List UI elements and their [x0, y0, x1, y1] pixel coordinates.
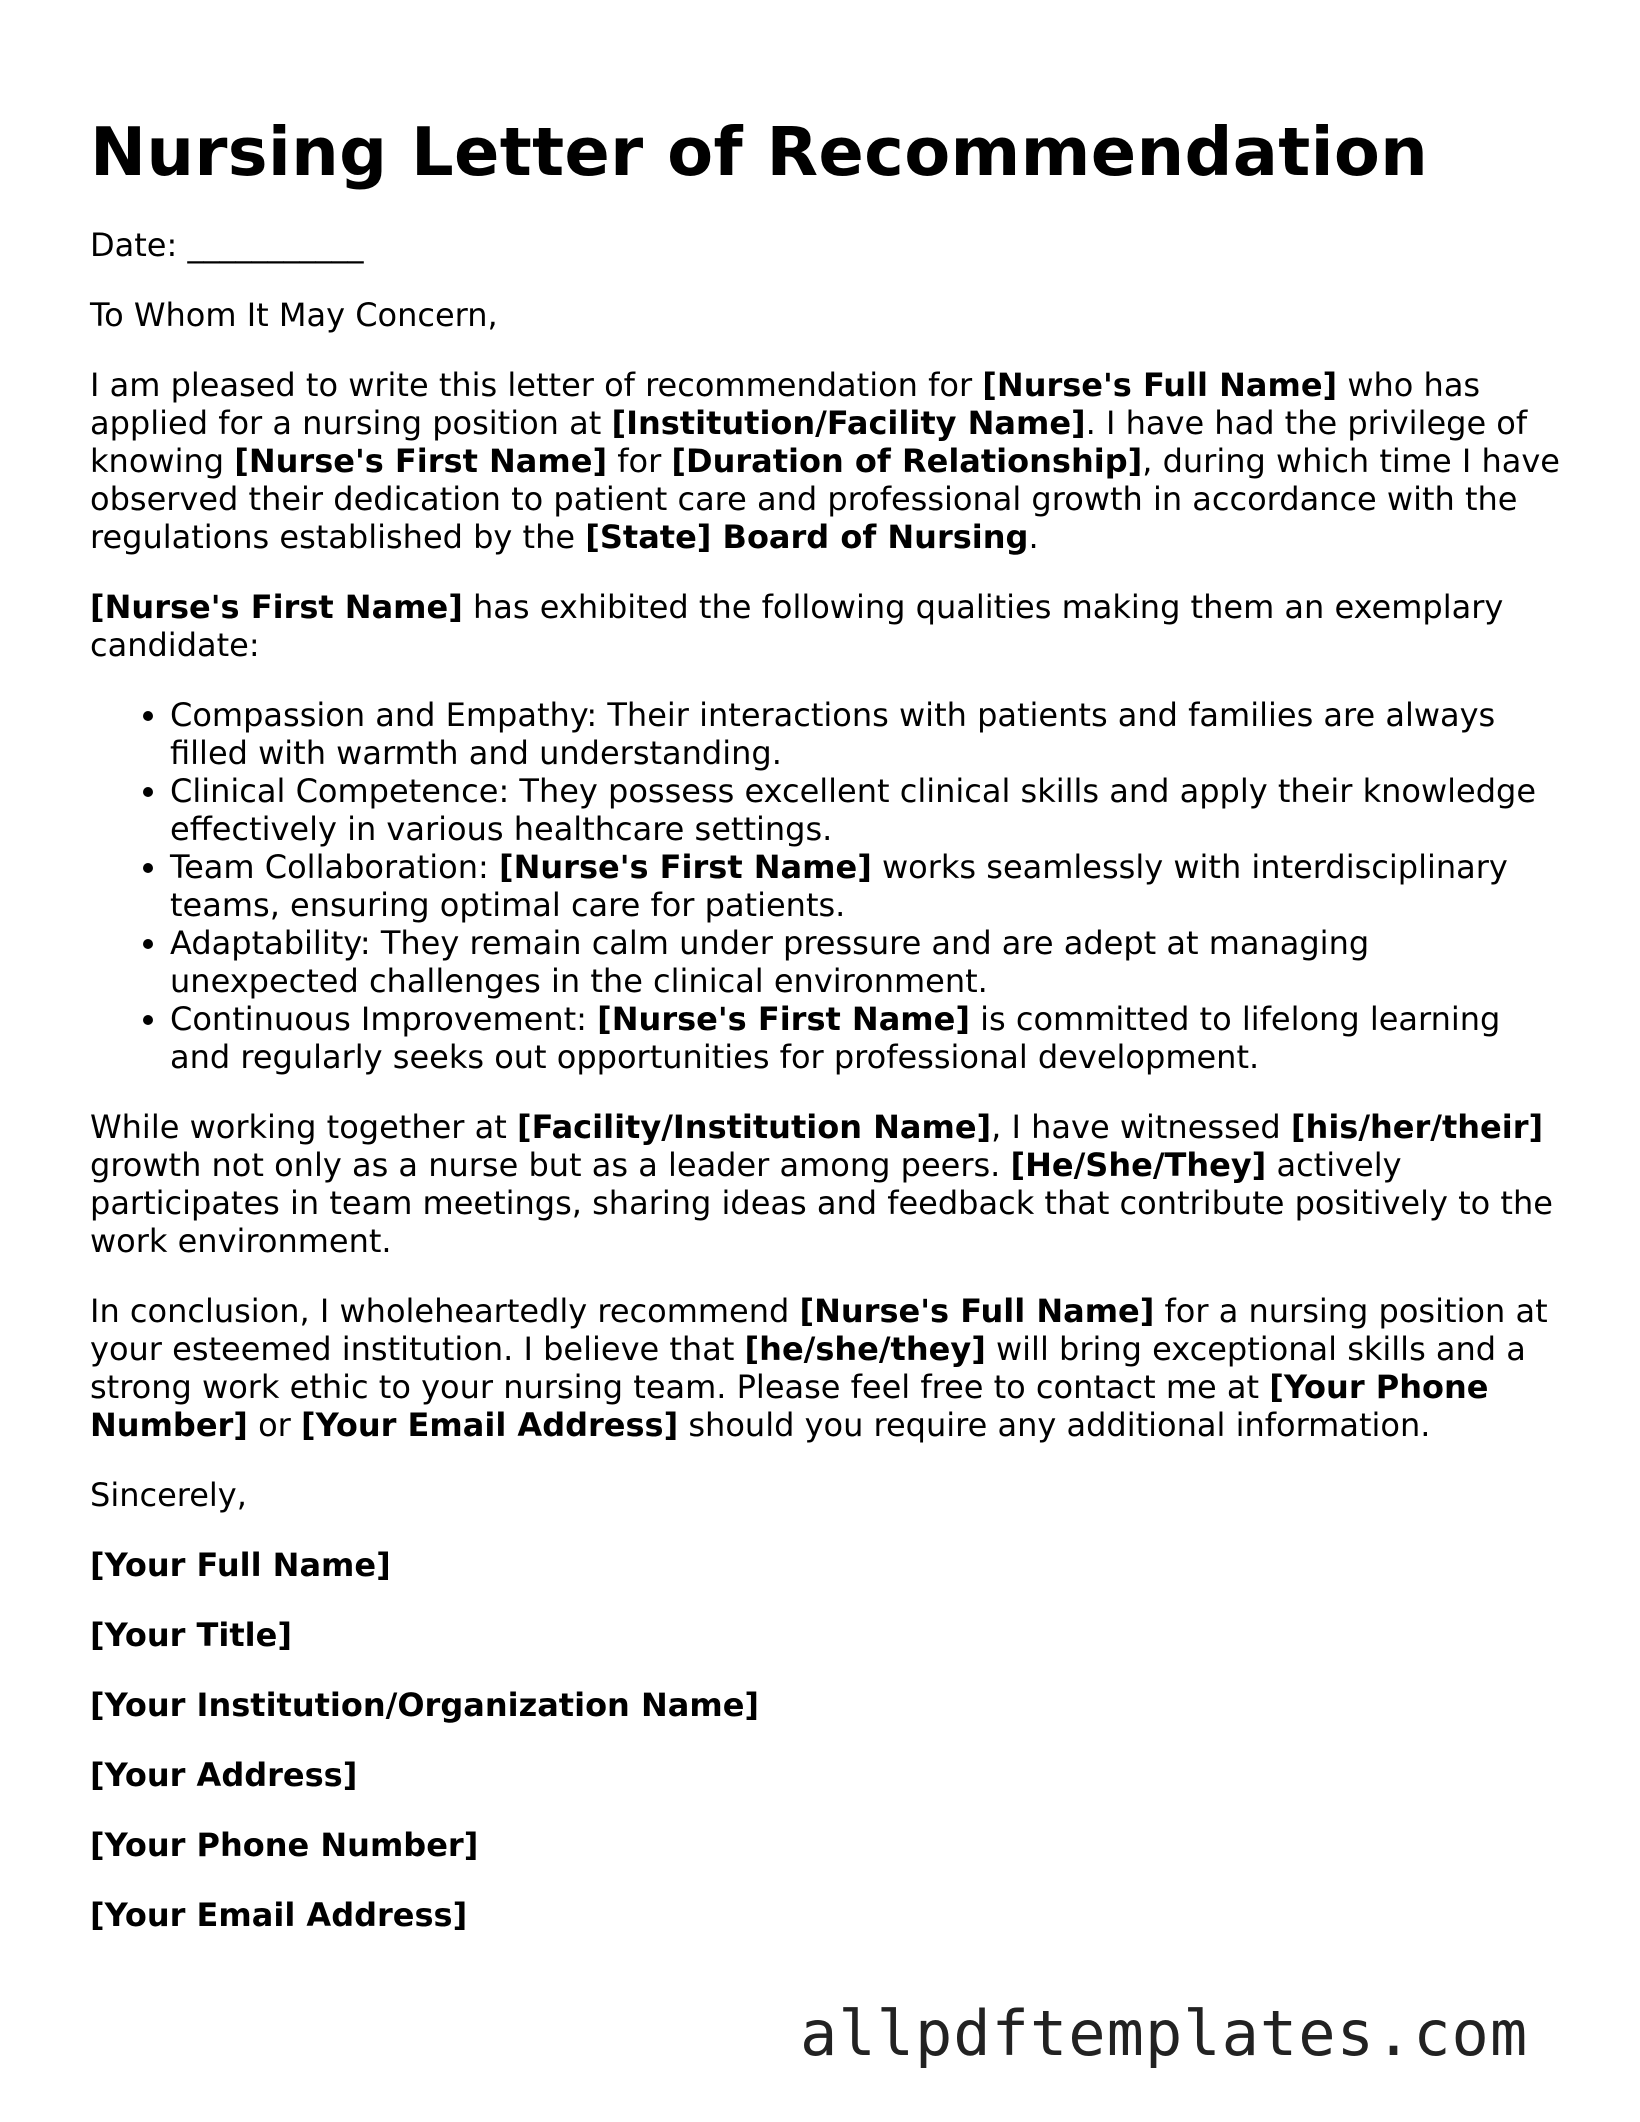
text: . I have had the privilege of knowing [90, 404, 1528, 480]
text: In conclusion, I wholeheartedly recommend [90, 1292, 800, 1330]
placeholder-facility-name: [Facility/Institution Name] [516, 1108, 992, 1146]
text: who has applied for a nursing position at [90, 366, 1481, 442]
placeholder-nurse-first-name: [Nurse's First Name] [234, 442, 608, 480]
page-title: Nursing Letter of Recommendation [90, 113, 1429, 191]
qualities-list [90, 696, 1560, 1076]
placeholder-state-board: [State] Board of Nursing [585, 518, 1029, 556]
placeholder-nurse-first-name: [Nurse's First Name] [498, 848, 872, 886]
placeholder-nurse-full-name: [Nurse's Full Name] [799, 1292, 1155, 1330]
placeholder-nurse-first-name: [Nurse's First Name] [597, 1000, 970, 1038]
text: works seamlessly with interdisciplinary teams, ensuring optimal care for patients. [170, 848, 1508, 924]
placeholder-phone: [Your Phone Number] [90, 1368, 1489, 1444]
placeholder-duration: [Duration of Relationship] [671, 442, 1143, 480]
qualities-intro-paragraph [90, 588, 1560, 664]
list-item: • Adaptability: They remain calm under pressure and are adept at managing unexpected challenges in the clinical environment. [170, 924, 1560, 1000]
text: or [247, 1406, 301, 1444]
placeholder-pronoun-possessive: [his/her/their] [1290, 1108, 1544, 1146]
list-item [170, 848, 1560, 924]
text: , during which time I have observed their dedication to patient care and professional growth in accordance with the regulations established by the [90, 442, 1560, 556]
placeholder-nurse-first-name: [Nurse's First Name] [90, 588, 463, 626]
text: Continuous Improvement: [170, 1000, 598, 1038]
closing: Sincerely, [90, 1476, 247, 1514]
signature-institution: [Your Institution/Organization Name] [90, 1686, 760, 1724]
signature-phone: [Your Phone Number] [90, 1826, 479, 1864]
text: will bring exceptional skills and a strong work ethic to your nursing team. Please feel free to contact me at [90, 1330, 1526, 1406]
text: actively participates in team meetings, sharing ideas and feedback that contribute positively to the work environment. [90, 1146, 1553, 1260]
letter-page [90, 112, 1560, 1966]
salutation: To Whom It May Concern, [90, 296, 498, 334]
date-line: Date: ___________ [90, 226, 364, 264]
signature-email: [Your Email Address] [90, 1896, 468, 1934]
text: is committed to lifelong learning and regularly seeks out opportunities for professional development. [170, 1000, 1501, 1076]
placeholder-institution-name: [Institution/Facility Name] [611, 404, 1086, 442]
placeholder-email: [Your Email Address] [301, 1406, 679, 1444]
text: While working together at [90, 1108, 517, 1146]
signature-name: [Your Full Name] [90, 1546, 391, 1584]
text: for [607, 442, 672, 480]
text: I am pleased to write this letter of recommendation for [90, 366, 983, 404]
signature-address: [Your Address] [90, 1756, 358, 1794]
text: should you require any additional information. [678, 1406, 1431, 1444]
text: . [1028, 518, 1039, 556]
text: has exhibited the following qualities making them an exemplary candidate: [90, 588, 1504, 664]
signature-title: [Your Title] [90, 1616, 292, 1654]
text: growth not only as a nurse but as a leader among peers. [90, 1146, 1011, 1184]
list-item [170, 1000, 1560, 1076]
text: Team Collaboration: [170, 848, 499, 886]
placeholder-nurse-full-name: [Nurse's Full Name] [982, 366, 1338, 404]
placeholder-pronoun-subject: [He/She/They] [1010, 1146, 1267, 1184]
text: for a nursing position at your esteemed institution. I believe that [90, 1292, 1548, 1368]
text: , I have witnessed [991, 1108, 1291, 1146]
placeholder-pronoun-subject: [he/she/they] [744, 1330, 986, 1368]
signature-block [90, 1546, 1560, 1934]
watermark: allpdftemplates.com [800, 1997, 1529, 2070]
list-item: • Clinical Competence: They possess excellent clinical skills and apply their knowledge effectively in various healthcare settings. [170, 772, 1560, 848]
conclusion-paragraph [90, 1292, 1560, 1444]
intro-paragraph [90, 366, 1560, 556]
list-item: • Compassion and Empathy: Their interactions with patients and families are always filled with warmth and understanding. [170, 696, 1560, 772]
working-together-paragraph [90, 1108, 1560, 1260]
